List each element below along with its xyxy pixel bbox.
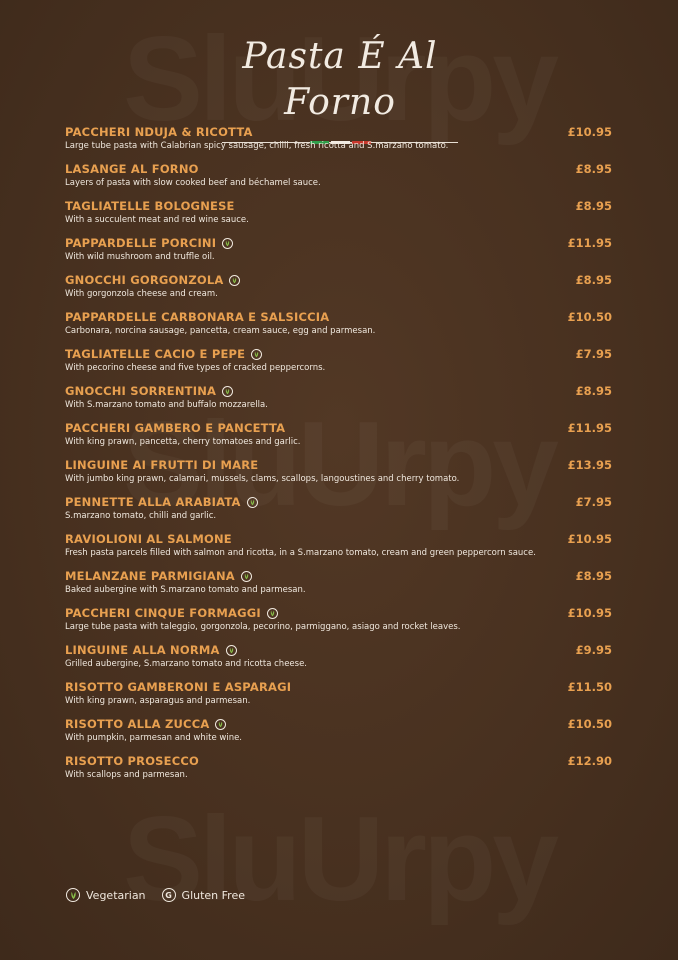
menu-item-price: £8.95 [575,569,612,583]
menu-item-price: £10.95 [567,532,612,546]
menu-item [65,458,613,495]
menu-item [65,495,613,532]
menu-item-description: With pecorino cheese and five types of cracked peppercorns. [65,363,326,373]
menu-item-price: £10.50 [567,310,612,324]
menu-item-name [65,606,613,620]
menu-item-name [65,125,613,139]
vegetarian-icon [251,349,262,360]
menu-item-price: £11.95 [567,236,612,250]
menu-item-price: £10.95 [567,125,612,139]
menu-item [65,236,613,273]
menu-item [65,273,613,310]
legend-gluten-free-label: Gluten Free [181,888,245,902]
menu-item [65,125,613,162]
vegetarian-icon [222,386,233,397]
menu-item-description: With jumbo king prawn, calamari, mussels, clams, scallops, langoustines and cherry tomato. [65,474,460,484]
menu-item-price: £11.50 [567,680,612,694]
vegetarian-icon [215,719,226,730]
menu-item-price: £13.95 [567,458,612,472]
menu-item-name [65,532,613,546]
menu-item-name-text: RAVIOLIONI AL SALMONE [65,532,232,546]
menu-item-price: £10.95 [567,606,612,620]
menu-item-price: £8.95 [575,273,612,287]
menu-item-description: With scallops and parmesan. [65,770,188,780]
menu-item-name-text: GNOCCHI SORRENTINA [65,384,217,398]
menu-item-name-text: PACCHERI GAMBERO E PANCETTA [65,421,286,435]
menu-item [65,310,613,347]
menu-item-name [65,162,613,176]
menu-item [65,754,613,791]
menu-item-name [65,717,613,731]
menu-item-description: Fresh pasta parcels filled with salmon and ricotta, in a S.marzano tomato, cream and green peppercorn sauce. [65,548,536,558]
menu-item-description: Baked aubergine with S.marzano tomato and parmesan. [65,585,306,595]
menu-item-description: With S.marzano tomato and buffalo mozzarella. [65,400,268,410]
vegetarian-icon [241,571,252,582]
page-title: Pasta É Al Forno [242,36,438,123]
gluten-free-icon: G [162,888,176,902]
menu-item-price: £7.95 [575,495,612,509]
menu-item-description: Large tube pasta with Calabrian spicy sausage, chilli, fresh ricotta and S.marzano tomato. [65,141,449,151]
menu-items [65,125,613,791]
menu-item-name-text: RISOTTO ALLA ZUCCA [65,717,210,731]
menu-item-price: £11.95 [567,421,612,435]
menu-item [65,347,613,384]
menu-item-name-text: LASANGE AL FORNO [65,162,199,176]
menu-item-name [65,458,613,472]
menu-item-price: £8.95 [575,199,612,213]
menu-item-price: £8.95 [575,384,612,398]
vegetarian-icon [267,608,278,619]
menu-item-name-text: TAGLIATELLE BOLOGNESE [65,199,235,213]
menu-item-name [65,199,613,213]
watermark-bottom [0,790,678,928]
menu-item-name-text: PACCHERI NDUJA & RICOTTA [65,125,253,139]
menu-item-name-text: PACCHERI CINQUE FORMAGGI [65,606,261,620]
menu-item-price: £9.95 [575,643,612,657]
menu-item-description: With gorgonzola cheese and cream. [65,289,218,299]
menu-item-description: With a succulent meat and red wine sauce. [65,215,249,225]
menu-item-price: £8.95 [575,162,612,176]
menu-item-name [65,384,613,398]
vegetarian-icon [229,275,240,286]
legend [66,888,245,902]
menu-item-name [65,236,613,250]
menu-item [65,199,613,236]
menu-item-description: Carbonara, norcina sausage, pancetta, cream sauce, egg and parmesan. [65,326,376,336]
menu-item-name [65,754,613,768]
menu-item-description: S.marzano tomato, chilli and garlic. [65,511,217,521]
menu-item-description: With king prawn, pancetta, cherry tomatoes and garlic. [65,437,301,447]
menu-item-name [65,347,613,361]
menu-item [65,384,613,421]
menu-item [65,606,613,643]
menu-item-name-text: PAPPARDELLE PORCINI [65,236,217,250]
menu-item-name [65,569,613,583]
menu-item-name-text: GNOCCHI GORGONZOLA [65,273,224,287]
menu-item-name [65,680,613,694]
menu-item-description: With king prawn, asparagus and parmesan. [65,696,251,706]
vegetarian-icon [222,238,233,249]
menu-item-name-text: PAPPARDELLE CARBONARA E SALSICCIA [65,310,330,324]
menu-item-name-text: TAGLIATELLE CACIO E PEPE [65,347,246,361]
menu-item [65,680,613,717]
menu-item [65,162,613,199]
menu-item-name [65,495,613,509]
menu-item-name [65,273,613,287]
menu-item-description: Grilled aubergine, S.marzano tomato and ricotta cheese. [65,659,308,669]
legend-vegetarian-label: Vegetarian [86,888,146,902]
menu-item-name [65,643,613,657]
menu-item-price: £10.50 [567,717,612,731]
menu-item-description: Large tube pasta with taleggio, gorgonzola, pecorino, parmiggano, asiago and rocket leaves. [65,622,461,632]
menu-item [65,421,613,458]
menu-item [65,569,613,606]
menu-item-name-text: RISOTTO GAMBERONI E ASPARAGI [65,680,292,694]
menu-item-name-text: LINGUINE AI FRUTTI DI MARE [65,458,259,472]
menu-item-description: Layers of pasta with slow cooked beef and béchamel sauce. [65,178,321,188]
vegetarian-icon [66,888,80,902]
menu-item-name [65,421,613,435]
vegetarian-icon [247,497,258,508]
menu-item [65,532,613,569]
menu-item-name [65,310,613,324]
menu-item-description: With wild mushroom and truffle oil. [65,252,215,262]
menu-item-description: With pumpkin, parmesan and white wine. [65,733,243,743]
menu-item-price: £12.90 [567,754,612,768]
menu-item [65,643,613,680]
menu-item-name-text: MELANZANE PARMIGIANA [65,569,235,583]
menu-item [65,717,613,754]
menu-item-name-text: LINGUINE ALLA NORMA [65,643,220,657]
vegetarian-icon [226,645,237,656]
menu-item-name-text: PENNETTE ALLA ARABIATA [65,495,241,509]
menu-item-name-text: RISOTTO PROSECCO [65,754,199,768]
menu-item-price: £7.95 [575,347,612,361]
